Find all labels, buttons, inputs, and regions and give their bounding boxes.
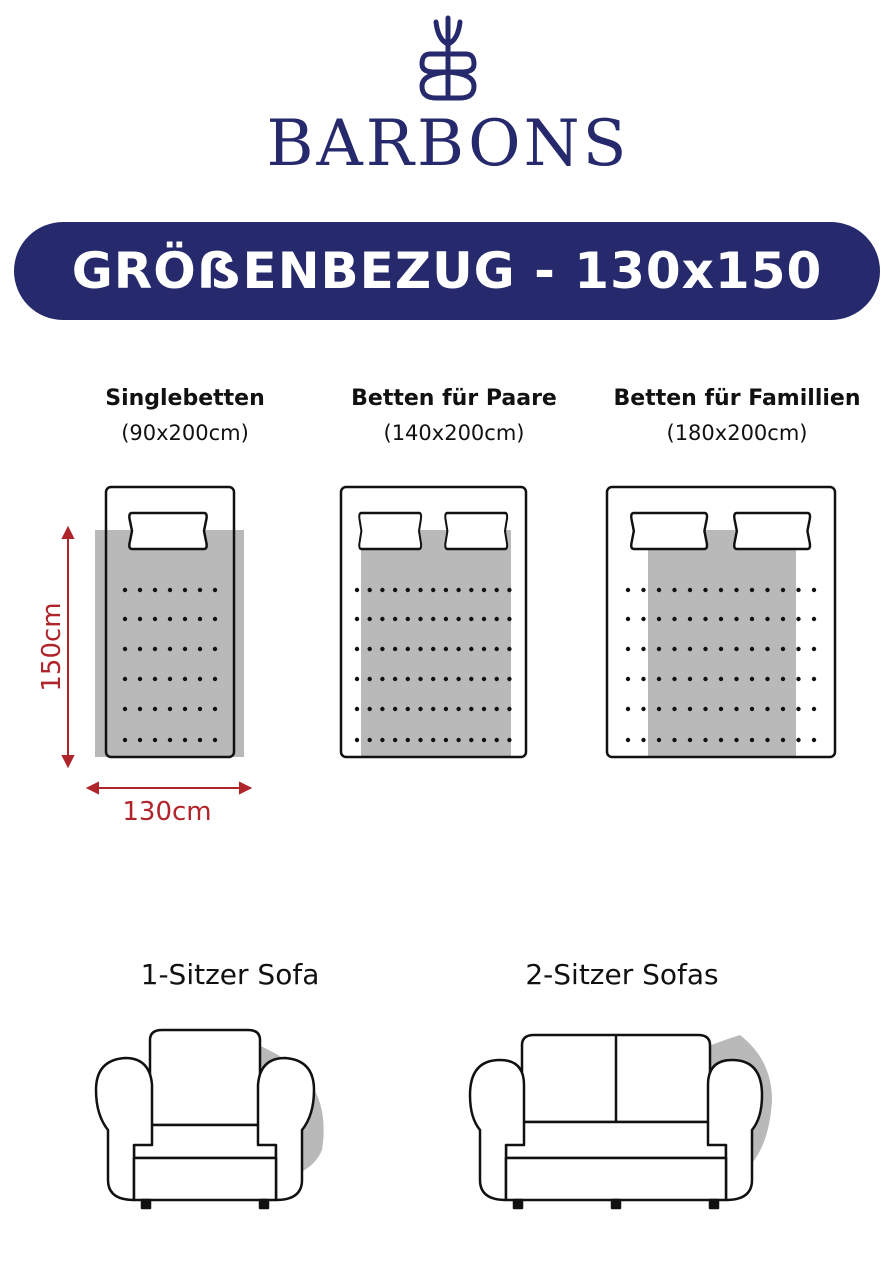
- bed-dim-couple: (140x200cm): [383, 421, 525, 445]
- dot-couple: [469, 707, 473, 711]
- dot-family: [626, 677, 630, 681]
- dot-couple: [507, 617, 511, 621]
- dot-couple: [469, 647, 473, 651]
- pillow-family-left: [631, 513, 707, 549]
- dot-couple: [444, 617, 448, 621]
- dot-couple: [355, 738, 359, 742]
- sofa-single-seat: [134, 1125, 276, 1158]
- width-arrow: [88, 783, 250, 793]
- dot-family: [734, 738, 738, 742]
- dot-single: [183, 617, 187, 621]
- dot-couple: [507, 707, 511, 711]
- dot-family: [719, 617, 723, 621]
- dot-couple: [456, 588, 460, 592]
- dot-family: [672, 588, 676, 592]
- dot-family: [734, 617, 738, 621]
- sofa-single: [96, 1030, 324, 1208]
- dot-couple: [393, 707, 397, 711]
- dot-family: [812, 677, 816, 681]
- dot-couple: [456, 677, 460, 681]
- dot-couple: [431, 647, 435, 651]
- title-text: GRÖẞENBEZUG - 130x150: [71, 242, 823, 300]
- dot-single: [153, 588, 157, 592]
- dot-family: [734, 707, 738, 711]
- dot-couple: [507, 677, 511, 681]
- dot-family: [796, 738, 800, 742]
- dot-couple: [380, 738, 384, 742]
- dot-couple: [444, 677, 448, 681]
- dot-single: [183, 738, 187, 742]
- cover-family: [648, 530, 796, 757]
- dot-single: [168, 588, 172, 592]
- dot-family: [688, 617, 692, 621]
- dot-couple: [406, 588, 410, 592]
- dot-family: [719, 707, 723, 711]
- dot-single: [168, 738, 172, 742]
- dot-family: [626, 707, 630, 711]
- dot-family: [750, 738, 754, 742]
- dot-couple: [482, 677, 486, 681]
- dot-couple: [418, 738, 422, 742]
- bed-label-single: Singlebetten: [105, 386, 265, 411]
- dot-couple: [368, 677, 372, 681]
- bed-single: [95, 487, 244, 757]
- dot-couple: [406, 707, 410, 711]
- dot-couple: [406, 738, 410, 742]
- dot-couple: [482, 647, 486, 651]
- dot-family: [688, 677, 692, 681]
- bed-label-family: Betten für Famillien: [613, 386, 861, 411]
- dot-single: [213, 617, 217, 621]
- dot-family: [626, 617, 630, 621]
- dot-family: [641, 588, 645, 592]
- dot-family: [750, 647, 754, 651]
- sofa-double-seat: [506, 1122, 726, 1158]
- dot-single: [138, 588, 142, 592]
- dot-family: [688, 588, 692, 592]
- dot-couple: [368, 738, 372, 742]
- dot-family: [734, 677, 738, 681]
- dot-single: [138, 707, 142, 711]
- dot-couple: [469, 677, 473, 681]
- sofa-double-base: [506, 1158, 726, 1200]
- dot-family: [719, 738, 723, 742]
- dot-single: [168, 677, 172, 681]
- dot-couple: [482, 707, 486, 711]
- dot-single: [123, 588, 127, 592]
- dot-single: [153, 707, 157, 711]
- dot-family: [688, 707, 692, 711]
- dot-family: [703, 588, 707, 592]
- dot-family: [734, 647, 738, 651]
- dot-couple: [380, 588, 384, 592]
- dot-family: [765, 588, 769, 592]
- dot-family: [641, 707, 645, 711]
- dot-family: [750, 677, 754, 681]
- height-label: 150cm: [37, 602, 67, 692]
- dot-couple: [495, 617, 499, 621]
- width-label: 130cm: [122, 797, 212, 827]
- dot-family: [765, 738, 769, 742]
- dot-couple: [393, 677, 397, 681]
- dot-single: [213, 588, 217, 592]
- dot-couple: [444, 647, 448, 651]
- dot-family: [812, 588, 816, 592]
- dot-couple: [456, 647, 460, 651]
- dot-family: [626, 647, 630, 651]
- pillow-couple-left: [359, 513, 421, 549]
- dot-couple: [431, 707, 435, 711]
- dot-single: [153, 738, 157, 742]
- dot-family: [672, 677, 676, 681]
- dot-family: [688, 647, 692, 651]
- pillow-single: [129, 513, 206, 549]
- dot-couple: [393, 617, 397, 621]
- dot-couple: [482, 617, 486, 621]
- dot-family: [812, 647, 816, 651]
- dot-family: [703, 677, 707, 681]
- dot-couple: [406, 677, 410, 681]
- dot-single: [138, 677, 142, 681]
- sofa-single-back: [150, 1030, 260, 1125]
- dot-family: [657, 677, 661, 681]
- brand-name: BARBONS: [266, 107, 630, 181]
- dot-family: [796, 707, 800, 711]
- dot-family: [703, 647, 707, 651]
- sofa-double: [470, 1035, 772, 1208]
- dot-family: [703, 707, 707, 711]
- dot-couple: [418, 707, 422, 711]
- dot-couple: [368, 617, 372, 621]
- dot-single: [213, 647, 217, 651]
- sofa-double-leg-left: [514, 1200, 522, 1208]
- dot-family: [641, 677, 645, 681]
- dot-single: [198, 738, 202, 742]
- dot-couple: [469, 617, 473, 621]
- dot-family: [812, 707, 816, 711]
- bed-family: [607, 487, 835, 757]
- dot-couple: [431, 617, 435, 621]
- dot-single: [198, 617, 202, 621]
- dot-family: [796, 617, 800, 621]
- dot-couple: [406, 647, 410, 651]
- dot-family: [781, 677, 785, 681]
- dot-single: [123, 617, 127, 621]
- dot-couple: [393, 588, 397, 592]
- dot-family: [781, 647, 785, 651]
- dot-single: [123, 738, 127, 742]
- dot-single: [198, 677, 202, 681]
- bed-couple: [341, 487, 526, 757]
- dot-family: [781, 707, 785, 711]
- cover-single: [95, 530, 244, 757]
- dot-couple: [431, 588, 435, 592]
- dot-single: [183, 707, 187, 711]
- dot-couple: [380, 707, 384, 711]
- dot-couple: [431, 677, 435, 681]
- dot-family: [765, 617, 769, 621]
- dot-couple: [482, 588, 486, 592]
- dot-family: [672, 647, 676, 651]
- dot-family: [796, 588, 800, 592]
- dot-couple: [495, 647, 499, 651]
- dot-family: [641, 617, 645, 621]
- dot-single: [138, 738, 142, 742]
- dot-family: [626, 588, 630, 592]
- dot-family: [750, 588, 754, 592]
- dot-family: [657, 647, 661, 651]
- dot-single: [213, 677, 217, 681]
- sofa-single-base: [134, 1158, 276, 1200]
- dot-single: [153, 617, 157, 621]
- dot-family: [781, 738, 785, 742]
- bed-dim-single: (90x200cm): [121, 421, 249, 445]
- dot-single: [168, 617, 172, 621]
- dot-couple: [355, 647, 359, 651]
- dot-couple: [418, 677, 422, 681]
- sofa-label-single: 1-Sitzer Sofa: [140, 958, 320, 991]
- dot-family: [672, 707, 676, 711]
- dot-couple: [355, 588, 359, 592]
- dot-couple: [495, 588, 499, 592]
- dot-family: [657, 617, 661, 621]
- dot-couple: [368, 588, 372, 592]
- dot-couple: [368, 707, 372, 711]
- dot-family: [812, 738, 816, 742]
- dot-single: [153, 677, 157, 681]
- dot-couple: [495, 738, 499, 742]
- bed-label-couple: Betten für Paare: [351, 386, 557, 411]
- dot-couple: [507, 588, 511, 592]
- dot-single: [153, 647, 157, 651]
- dot-couple: [418, 588, 422, 592]
- dot-couple: [469, 738, 473, 742]
- dot-family: [626, 738, 630, 742]
- dot-couple: [456, 617, 460, 621]
- dot-family: [703, 738, 707, 742]
- sofa-single-leg-right: [260, 1200, 268, 1208]
- cover-couple: [361, 530, 511, 757]
- sofa-double-leg-middle: [612, 1200, 620, 1208]
- dot-couple: [444, 738, 448, 742]
- dot-couple: [456, 738, 460, 742]
- dot-single: [213, 707, 217, 711]
- dot-couple: [380, 677, 384, 681]
- dot-family: [796, 677, 800, 681]
- dot-single: [183, 677, 187, 681]
- dot-couple: [482, 738, 486, 742]
- dot-family: [765, 647, 769, 651]
- dot-single: [168, 707, 172, 711]
- dot-single: [213, 738, 217, 742]
- dot-family: [719, 677, 723, 681]
- sofa-label-double: 2-Sitzer Sofas: [525, 958, 719, 991]
- dot-family: [703, 617, 707, 621]
- dot-couple: [469, 588, 473, 592]
- dot-family: [672, 617, 676, 621]
- dot-single: [183, 647, 187, 651]
- dot-couple: [393, 738, 397, 742]
- dot-couple: [393, 647, 397, 651]
- dot-couple: [355, 677, 359, 681]
- pillow-couple-right: [445, 513, 507, 549]
- dot-family: [781, 588, 785, 592]
- dot-family: [641, 647, 645, 651]
- dot-couple: [431, 738, 435, 742]
- dot-family: [796, 647, 800, 651]
- pillow-family-right: [734, 513, 810, 549]
- dot-family: [657, 588, 661, 592]
- dot-couple: [418, 647, 422, 651]
- dot-couple: [507, 647, 511, 651]
- dot-family: [734, 588, 738, 592]
- dot-family: [750, 707, 754, 711]
- dot-couple: [444, 588, 448, 592]
- dot-couple: [380, 617, 384, 621]
- dot-couple: [495, 677, 499, 681]
- dot-single: [123, 647, 127, 651]
- dot-couple: [456, 707, 460, 711]
- dot-family: [765, 677, 769, 681]
- dot-single: [198, 588, 202, 592]
- dot-family: [641, 738, 645, 742]
- dot-single: [123, 677, 127, 681]
- dot-single: [183, 588, 187, 592]
- dot-couple: [507, 738, 511, 742]
- dot-couple: [355, 617, 359, 621]
- dot-couple: [368, 647, 372, 651]
- dot-family: [750, 617, 754, 621]
- dot-couple: [355, 707, 359, 711]
- dot-single: [138, 617, 142, 621]
- dot-couple: [495, 707, 499, 711]
- dot-family: [719, 647, 723, 651]
- dot-single: [123, 707, 127, 711]
- bed-dim-family: (180x200cm): [666, 421, 808, 445]
- dot-couple: [444, 707, 448, 711]
- dot-single: [138, 647, 142, 651]
- dot-family: [765, 707, 769, 711]
- sofa-double-leg-right: [710, 1200, 718, 1208]
- dot-couple: [406, 617, 410, 621]
- dot-couple: [380, 647, 384, 651]
- dot-single: [198, 647, 202, 651]
- dot-family: [657, 707, 661, 711]
- dot-single: [168, 647, 172, 651]
- dot-family: [688, 738, 692, 742]
- dot-family: [719, 588, 723, 592]
- dot-single: [198, 707, 202, 711]
- dot-couple: [418, 617, 422, 621]
- dot-family: [781, 617, 785, 621]
- sofa-single-leg-left: [142, 1200, 150, 1208]
- dot-family: [672, 738, 676, 742]
- dot-family: [812, 617, 816, 621]
- dot-family: [657, 738, 661, 742]
